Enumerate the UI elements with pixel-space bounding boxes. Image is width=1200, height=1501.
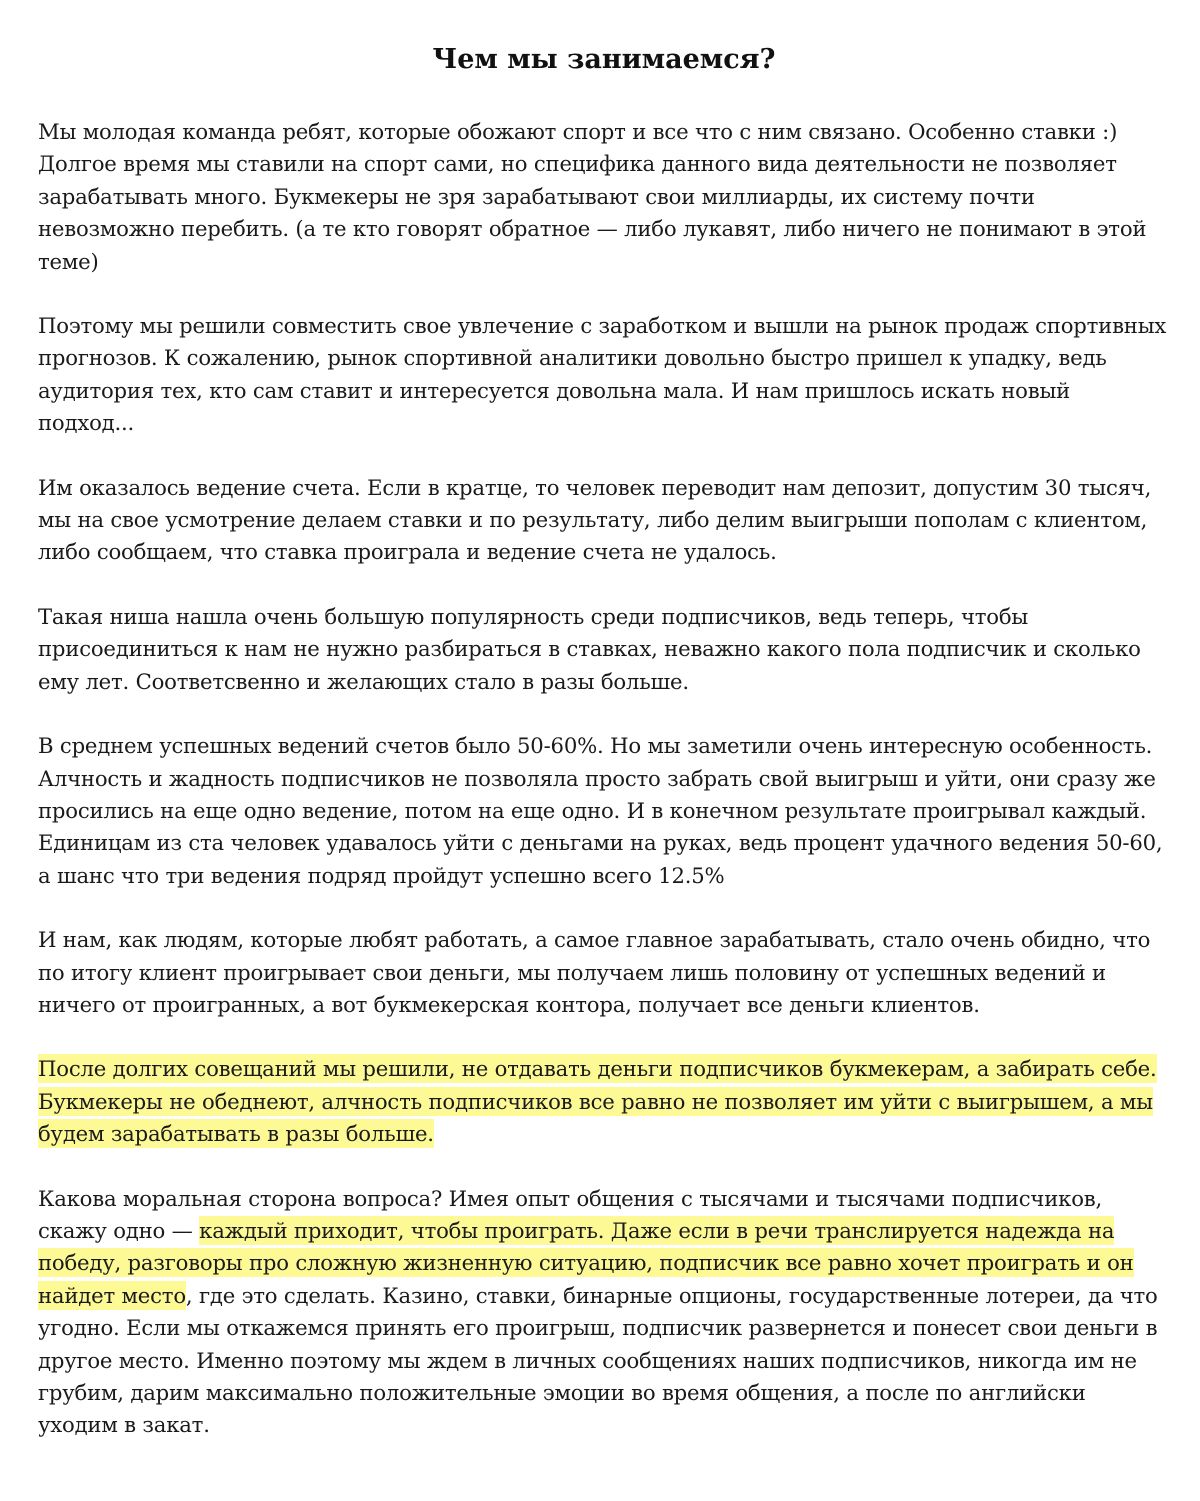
document [38, 40, 1170, 1474]
paragraph-morality [38, 1183, 1170, 1442]
paragraph-statistics: В среднем успешных ведений счетов было 50-60%. Но мы заметили очень интересную особенность. Алчность и жадность подписчиков не позволяла просто забрать свой выигрыш и уйти, они сразу же просились на еще одно ведение, потом на еще одно. И в конечном результате проигрывал каждый. Единицам из ста человек удавалось уйти с деньгами на руках, ведь процент удачного ведения 50-60, а шанс что три ведения подряд пройдут успешно всего 12.5% [38, 733, 1163, 888]
morality-text-end: , где это сделать. Казино, ставки, бинарные опционы, государственные лотереи, да что угодно. Если мы откажемся принять его проигрыш, подписчик развернется и понесет свои деньги в другое место. Именно поэтому мы ждем в личных сообщениях наших подписчиков, никогда им не грубим, дарим максимально положительные эмоции во время общения, а после по английски уходим в закат. [38, 1282, 1158, 1438]
paragraph-popularity: Такая ниша нашла очень большую популярность среди подписчиков, ведь теперь, чтобы присоединиться к нам не нужно разбираться в ставках, неважно какого пола подписчик и сколько ему лет. Соответсвенно и желающих стало в разы больше. [38, 603, 1141, 694]
paragraph-account-management: Им оказалось ведение счета. Если в кратце, то человек переводит нам депозит, допустим 30 тысяч, мы на свое усмотрение делаем ставки и по результату, либо делим выигрыши пополам с клиентом, либо сообщаем, что ставка проиграла и ведение счета не удалось. [38, 474, 1152, 565]
highlighted-text: каждый приходит, чтобы проиграть. Даже если в речи транслируется надежда на победу, разговоры про сложную жизненную ситуацию, подписчик все равно хочет проиграть и он найдет место [38, 1217, 1134, 1308]
paragraph-decision [38, 1053, 1170, 1150]
page-title: Чем мы занимаемся? [432, 44, 776, 75]
morality-text-start: Какова моральная сторона вопроса? Имея опыт общения с тысячами и тысячами подписчиков, скажу одно — [38, 1185, 1103, 1243]
paragraph-frustration: И нам, как людям, которые любят работать, а самое главное зарабатывать, стало очень обидно, что по итогу клиент проигрывает свои деньги, мы получаем лишь половину от успешных ведений и ничего от проигранных, а вот букмекерская контора, получает все деньги клиентов. [38, 927, 1151, 1017]
highlighted-text: После долгих совещаний мы решили, не отдавать деньги подписчиков букмекерам, а забирать себе. Букмекеры не обеднеют, алчность подписчиков все равно не позволяет им уйти с выигрышем, а мы будем зарабатывать в разы больше. [38, 1056, 1157, 1147]
paragraph-intro: Мы молодая команда ребят, которые обожают спорт и все что с ним связано. Особенно ставки :) Долгое время мы ставили на спорт сами, но специфика данного вида деятельности не позволяет зарабатывать много. Букмекеры не зря зарабатывают свои миллиарды, их систему почти невозможно перебить. (а те кто говорят обратное — либо лукавят, либо ничего не понимают в этой теме) [38, 119, 1147, 274]
paragraph-forecasts: Поэтому мы решили совместить свое увлечение с заработком и вышли на рынок продаж спортивных прогнозов. К сожалению, рынок спортивной аналитики довольно быстро пришел к упадку, ведь аудитория тех, кто сам ставит и интересуется довольна мала. И нам пришлось искать новый подход... [38, 313, 1167, 436]
